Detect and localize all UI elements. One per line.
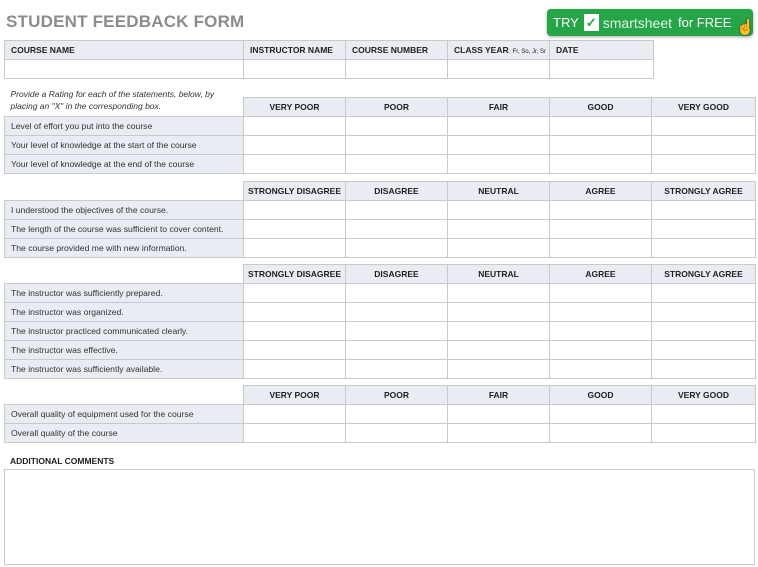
rating-cell[interactable] <box>550 239 652 258</box>
rating-cell[interactable] <box>652 239 756 258</box>
rating-cell[interactable] <box>346 201 448 220</box>
table-row <box>5 220 756 239</box>
col-header: VERY POOR <box>244 386 346 405</box>
rating-cell[interactable] <box>346 116 448 135</box>
col-header: VERY GOOD <box>652 97 756 116</box>
rating-cell[interactable] <box>550 154 652 173</box>
rating-cell[interactable] <box>550 116 652 135</box>
additional-comments-field[interactable] <box>4 469 755 565</box>
rating-cell[interactable] <box>448 220 550 239</box>
rating-cell[interactable] <box>346 322 448 341</box>
date-field[interactable] <box>550 60 654 79</box>
col-header: AGREE <box>550 182 652 201</box>
class-year-hint: Fr, So, Jr, Sr <box>512 49 546 55</box>
col-header: FAIR <box>448 386 550 405</box>
rating-cell[interactable] <box>448 116 550 135</box>
col-header: VERY GOOD <box>652 386 756 405</box>
col-header: DISAGREE <box>346 182 448 201</box>
rating-cell[interactable] <box>346 341 448 360</box>
rating-cell[interactable] <box>346 154 448 173</box>
rating-cell[interactable] <box>550 424 652 443</box>
rating-cell[interactable] <box>244 239 346 258</box>
col-header: AGREE <box>550 265 652 284</box>
rating-cell[interactable] <box>244 154 346 173</box>
rating-cell[interactable] <box>652 341 756 360</box>
row-label: I understood the objectives of the course. <box>5 201 244 220</box>
table-row <box>5 303 756 322</box>
instructor-name-field[interactable] <box>244 60 346 79</box>
rating-cell[interactable] <box>550 201 652 220</box>
rating-cell[interactable] <box>346 284 448 303</box>
date-header: DATE <box>550 41 654 60</box>
rating-cell[interactable] <box>346 220 448 239</box>
course-number-header: COURSE NUMBER <box>346 41 448 60</box>
smartsheet-check-icon: ✓ <box>584 14 599 31</box>
table-row <box>5 360 756 379</box>
course-name-field[interactable] <box>5 60 244 79</box>
rating-cell[interactable] <box>448 322 550 341</box>
table-row <box>5 201 756 220</box>
row-label: The instructor practiced communicated clearly. <box>5 322 244 341</box>
table-row <box>5 322 756 341</box>
row-label: Overall quality of the course <box>5 424 244 443</box>
rating-cell[interactable] <box>448 201 550 220</box>
rating-cell[interactable] <box>550 303 652 322</box>
rating-cell[interactable] <box>244 341 346 360</box>
additional-comments-label: ADDITIONAL COMMENTS <box>10 456 115 466</box>
rating-cell[interactable] <box>652 360 756 379</box>
col-header: STRONGLY DISAGREE <box>244 182 346 201</box>
row-label: Your level of knowledge at the start of the course <box>5 135 244 154</box>
col-header: VERY POOR <box>244 97 346 116</box>
try-smartsheet-button[interactable] <box>547 9 753 36</box>
course-info-table <box>4 40 654 79</box>
rating-cell[interactable] <box>652 322 756 341</box>
row-label: Your level of knowledge at the end of the course <box>5 154 244 173</box>
row-label: Overall quality of equipment used for the course <box>5 405 244 424</box>
row-label: The instructor was organized. <box>5 303 244 322</box>
rating-cell[interactable] <box>346 424 448 443</box>
col-header: STRONGLY DISAGREE <box>244 265 346 284</box>
table-row <box>5 341 756 360</box>
rating-cell[interactable] <box>244 405 346 424</box>
rating-cell[interactable] <box>550 284 652 303</box>
class-year-header <box>448 41 550 60</box>
rating-cell[interactable] <box>244 303 346 322</box>
rating-cell[interactable] <box>244 116 346 135</box>
effort-knowledge-table <box>4 86 756 174</box>
class-year-label: CLASS YEAR <box>454 45 509 55</box>
col-header: STRONGLY AGREE <box>652 182 756 201</box>
table-row <box>5 424 756 443</box>
col-header: POOR <box>346 97 448 116</box>
instructor-agreement-table <box>4 264 756 379</box>
rating-cell[interactable] <box>244 135 346 154</box>
rating-cell[interactable] <box>346 135 448 154</box>
table-row <box>5 154 756 173</box>
rating-cell[interactable] <box>550 360 652 379</box>
rating-cell[interactable] <box>550 322 652 341</box>
row-label: The instructor was effective. <box>5 341 244 360</box>
form-title: STUDENT FEEDBACK FORM <box>6 12 245 31</box>
rating-cell[interactable] <box>448 284 550 303</box>
rating-cell[interactable] <box>652 201 756 220</box>
rating-cell[interactable] <box>448 135 550 154</box>
rating-cell[interactable] <box>652 303 756 322</box>
try-label: TRY <box>553 15 579 30</box>
rating-cell[interactable] <box>652 284 756 303</box>
rating-cell[interactable] <box>550 220 652 239</box>
rating-cell[interactable] <box>448 424 550 443</box>
smartsheet-brand: smartsheet <box>602 14 673 31</box>
col-header: DISAGREE <box>346 265 448 284</box>
row-label: The course provided me with new information. <box>5 239 244 258</box>
rating-cell[interactable] <box>244 284 346 303</box>
rating-cell[interactable] <box>448 154 550 173</box>
rating-cell[interactable] <box>652 154 756 173</box>
table-row <box>5 135 756 154</box>
instructor-name-header: INSTRUCTOR NAME <box>244 41 346 60</box>
rating-cell[interactable] <box>448 341 550 360</box>
rating-cell[interactable] <box>244 360 346 379</box>
rating-cell[interactable] <box>550 405 652 424</box>
rating-cell[interactable] <box>244 322 346 341</box>
rating-cell[interactable] <box>244 220 346 239</box>
row-label: The length of the course was sufficient to cover content. <box>5 220 244 239</box>
rating-cell[interactable] <box>652 405 756 424</box>
rating-cell[interactable] <box>346 405 448 424</box>
rating-cell[interactable] <box>550 341 652 360</box>
course-agreement-table <box>4 181 756 258</box>
table-row <box>5 284 756 303</box>
row-label: Level of effort you put into the course <box>5 116 244 135</box>
rating-cell[interactable] <box>346 303 448 322</box>
col-header: POOR <box>346 386 448 405</box>
overall-quality-table <box>4 385 756 443</box>
rating-cell[interactable] <box>448 239 550 258</box>
rating-cell[interactable] <box>346 239 448 258</box>
rating-cell[interactable] <box>652 220 756 239</box>
rating-cell[interactable] <box>652 424 756 443</box>
row-label: The instructor was sufficiently available. <box>5 360 244 379</box>
rating-cell[interactable] <box>346 360 448 379</box>
table-row <box>5 116 756 135</box>
course-number-field[interactable] <box>346 60 448 79</box>
col-header: NEUTRAL <box>448 182 550 201</box>
col-header: FAIR <box>448 97 550 116</box>
rating-cell[interactable] <box>244 424 346 443</box>
for-free-label: for FREE <box>678 15 732 30</box>
rating-cell[interactable] <box>652 135 756 154</box>
rating-cell[interactable] <box>448 303 550 322</box>
rating-instructions: Provide a Rating for each of the statements, below, by placing an "X" in the corresponding box. <box>5 86 244 116</box>
course-name-header: COURSE NAME <box>5 41 244 60</box>
rating-cell[interactable] <box>550 135 652 154</box>
rating-cell[interactable] <box>448 405 550 424</box>
col-header: GOOD <box>550 97 652 116</box>
class-year-field[interactable] <box>448 60 550 79</box>
rating-cell[interactable] <box>652 116 756 135</box>
col-header: NEUTRAL <box>448 265 550 284</box>
rating-cell[interactable] <box>244 201 346 220</box>
rating-cell[interactable] <box>448 360 550 379</box>
table-row <box>5 405 756 424</box>
table-row <box>5 239 756 258</box>
pointer-hand-icon: ☝ <box>736 19 755 36</box>
col-header: STRONGLY AGREE <box>652 265 756 284</box>
col-header: GOOD <box>550 386 652 405</box>
row-label: The instructor was sufficiently prepared. <box>5 284 244 303</box>
